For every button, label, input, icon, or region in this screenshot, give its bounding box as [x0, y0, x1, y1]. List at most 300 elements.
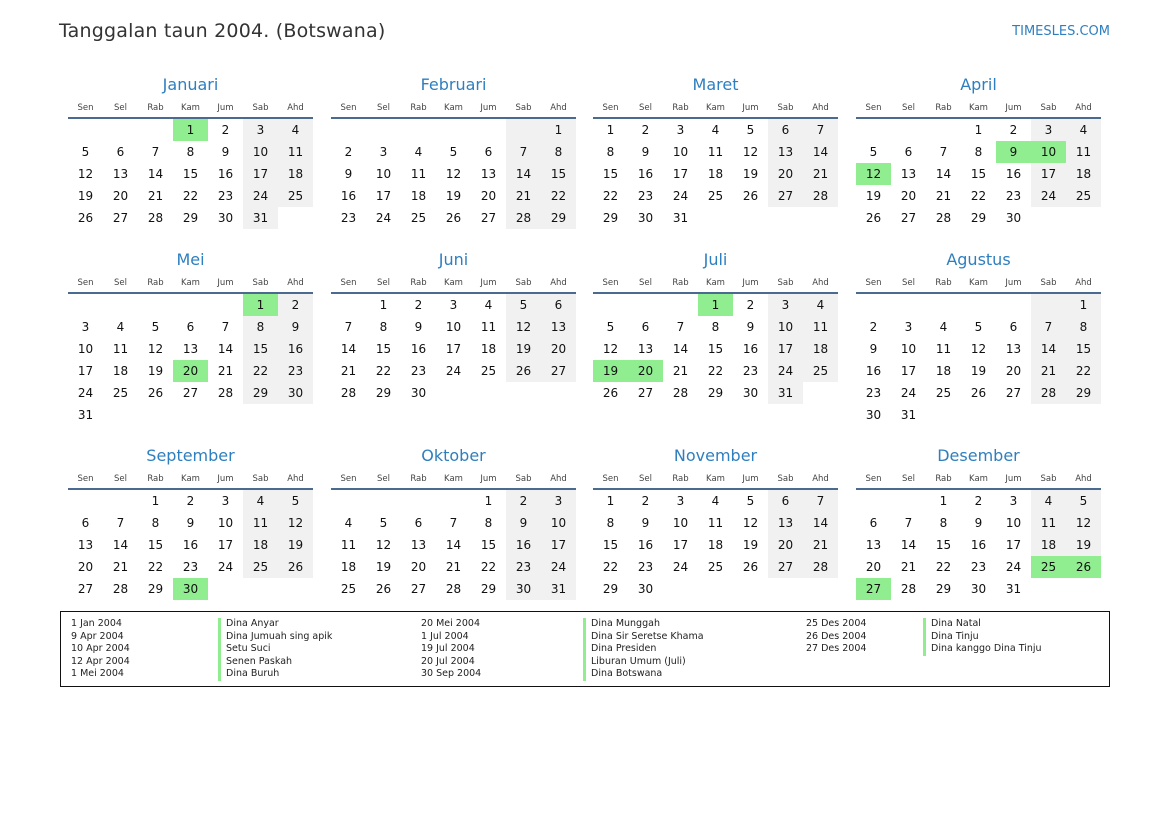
- day-cell: 8: [974, 145, 983, 159]
- day-cell: 21: [217, 364, 234, 378]
- weekday-label: Rab: [672, 474, 689, 484]
- empty-day: [891, 490, 926, 512]
- day-cell: 29: [480, 582, 497, 596]
- day-cell: 25: [1031, 556, 1066, 578]
- day-cell: 5: [449, 145, 458, 159]
- day-cell: 18: [278, 163, 313, 185]
- week-row: [331, 490, 576, 512]
- empty-day: [173, 404, 208, 426]
- day-cell: 1: [939, 494, 948, 508]
- empty-day: [68, 490, 103, 512]
- week-row: [331, 163, 576, 185]
- empty-day: [436, 490, 471, 512]
- day-cell: 12: [506, 316, 541, 338]
- day-cell: 16: [742, 342, 759, 356]
- week-row: [593, 534, 838, 556]
- weekday-label: Sel: [902, 474, 915, 484]
- page-title: Tanggalan taun 2004. (Botswana): [59, 20, 386, 42]
- day-cell: 5: [746, 494, 755, 508]
- weekday-header: [856, 471, 1101, 488]
- day-cell: 6: [541, 294, 576, 316]
- day-cell: 15: [147, 538, 164, 552]
- empty-day: [891, 119, 926, 141]
- day-cell: 16: [637, 538, 654, 552]
- day-cell: 25: [340, 582, 357, 596]
- day-cell: 18: [935, 364, 952, 378]
- day-cell: 13: [768, 512, 803, 534]
- day-cell: 17: [541, 534, 576, 556]
- week-row: [68, 141, 313, 163]
- week-row: [593, 316, 838, 338]
- day-cell: 22: [147, 560, 164, 574]
- holiday-name: Dina Anyar: [218, 618, 332, 631]
- day-cell: 3: [541, 490, 576, 512]
- day-cell: 9: [641, 516, 650, 530]
- empty-day: [243, 578, 278, 600]
- day-cell: 10: [672, 516, 689, 530]
- empty-day: [803, 207, 838, 229]
- empty-day: [698, 207, 733, 229]
- day-cell: 23: [1005, 189, 1022, 203]
- day-cell: 5: [81, 145, 90, 159]
- empty-day: [436, 119, 471, 141]
- day-cell: 19: [742, 167, 759, 181]
- day-cell: 23: [637, 189, 654, 203]
- day-cell: 22: [541, 185, 576, 207]
- day-cell: 11: [340, 538, 357, 552]
- day-cell: 27: [541, 360, 576, 382]
- month-oktober: [331, 445, 576, 600]
- day-cell: 19: [970, 364, 987, 378]
- day-cell: 20: [768, 534, 803, 556]
- month-januari: [68, 74, 313, 229]
- day-cell: 9: [186, 516, 195, 530]
- day-cell: 24: [768, 360, 803, 382]
- day-cell: 26: [445, 211, 462, 225]
- weekday-label: Rab: [410, 474, 427, 484]
- day-cell: 19: [77, 189, 94, 203]
- weekday-label: Ahd: [812, 278, 829, 288]
- day-cell: 1: [606, 123, 615, 137]
- weekday-label: Sel: [114, 474, 127, 484]
- day-cell: 4: [939, 320, 948, 334]
- holiday-name: Dina Natal: [923, 618, 1042, 631]
- day-cell: 3: [904, 320, 913, 334]
- day-cell: 8: [711, 320, 720, 334]
- day-cell: 5: [869, 145, 878, 159]
- empty-day: [401, 119, 436, 141]
- day-cell: 4: [1066, 119, 1101, 141]
- day-cell: 10: [1005, 516, 1022, 530]
- day-cell: 6: [904, 145, 913, 159]
- weekday-label: Ahd: [1075, 278, 1092, 288]
- holiday-name: Dina Buruh: [218, 668, 332, 681]
- day-cell: 29: [1066, 382, 1101, 404]
- empty-day: [471, 382, 506, 404]
- day-cell: 9: [344, 167, 353, 181]
- day-cell: 16: [182, 538, 199, 552]
- month-title: Agustus: [946, 250, 1011, 269]
- week-row: [593, 207, 838, 229]
- day-cell: 17: [1031, 163, 1066, 185]
- empty-day: [1066, 404, 1101, 426]
- empty-day: [996, 404, 1031, 426]
- day-cell: 24: [77, 386, 94, 400]
- week-row: [593, 556, 838, 578]
- day-cell: 8: [151, 516, 160, 530]
- month-title: September: [146, 446, 235, 465]
- empty-day: [471, 119, 506, 141]
- week-row: [856, 578, 1101, 600]
- day-cell: 11: [1031, 512, 1066, 534]
- day-cell: 1: [541, 119, 576, 141]
- day-cell: 4: [278, 119, 313, 141]
- day-cell: 2: [974, 494, 983, 508]
- day-cell: 26: [865, 211, 882, 225]
- empty-day: [1031, 404, 1066, 426]
- day-cell: 28: [1031, 382, 1066, 404]
- day-cell: 6: [641, 320, 650, 334]
- empty-day: [593, 294, 628, 316]
- day-cell: 9: [414, 320, 423, 334]
- day-cell: 4: [344, 516, 353, 530]
- day-cell: 16: [865, 364, 882, 378]
- weekday-header: [331, 471, 576, 488]
- week-row: [856, 294, 1101, 316]
- week-row: [593, 163, 838, 185]
- day-cell: 25: [1066, 185, 1101, 207]
- day-cell: 30: [970, 582, 987, 596]
- day-cell: 12: [77, 167, 94, 181]
- day-cell: 25: [935, 386, 952, 400]
- day-cell: 29: [375, 386, 392, 400]
- day-cell: 7: [151, 145, 160, 159]
- empty-day: [208, 578, 243, 600]
- day-cell: 25: [707, 560, 724, 574]
- weekday-label: Sab: [1040, 278, 1057, 288]
- holiday-name: Dina kanggo Dina Tinju: [923, 643, 1042, 656]
- week-row: [856, 382, 1101, 404]
- day-cell: 10: [768, 316, 803, 338]
- empty-day: [856, 119, 891, 141]
- day-cell: 20: [768, 163, 803, 185]
- day-cell: 11: [707, 516, 724, 530]
- day-cell: 28: [506, 207, 541, 229]
- day-cell: 1: [151, 494, 160, 508]
- week-row: [68, 119, 313, 141]
- weekday-header: [593, 100, 838, 117]
- day-cell: 2: [869, 320, 878, 334]
- day-cell: 21: [672, 364, 689, 378]
- day-cell: 20: [541, 338, 576, 360]
- day-cell: 23: [182, 560, 199, 574]
- weekday-label: Sel: [377, 474, 390, 484]
- day-cell: 29: [707, 386, 724, 400]
- day-cell: 25: [803, 360, 838, 382]
- week-row: [68, 556, 313, 578]
- day-cell: 19: [742, 538, 759, 552]
- month-november: [593, 445, 838, 600]
- day-cell: 22: [1066, 360, 1101, 382]
- day-cell: 25: [112, 386, 129, 400]
- day-cell: 8: [541, 141, 576, 163]
- day-cell: 13: [637, 342, 654, 356]
- day-cell: 19: [593, 360, 628, 382]
- day-cell: 27: [856, 578, 891, 600]
- empty-day: [926, 294, 961, 316]
- weekday-label: Rab: [935, 103, 952, 113]
- weekday-label: Sab: [515, 474, 532, 484]
- week-row: [593, 578, 838, 600]
- weekday-label: Rab: [147, 103, 164, 113]
- day-cell: 20: [628, 360, 663, 382]
- day-cell: 30: [637, 582, 654, 596]
- empty-day: [1066, 207, 1101, 229]
- day-cell: 6: [768, 490, 803, 512]
- day-cell: 17: [672, 167, 689, 181]
- weekday-header: [68, 275, 313, 292]
- weekday-label: Sen: [602, 103, 619, 113]
- weekday-label: Jum: [480, 278, 497, 288]
- day-cell: 8: [1066, 316, 1101, 338]
- weekday-label: Kam: [444, 103, 463, 113]
- day-cell: 1: [606, 494, 615, 508]
- day-cell: 15: [480, 538, 497, 552]
- holiday-name: Dina Sir Seretse Khama: [583, 631, 704, 644]
- day-cell: 29: [602, 211, 619, 225]
- day-cell: 24: [1031, 185, 1066, 207]
- day-cell: 1: [974, 123, 983, 137]
- day-cell: 25: [410, 211, 427, 225]
- week-row: [856, 404, 1101, 426]
- day-cell: 11: [480, 320, 497, 334]
- day-cell: 30: [1005, 211, 1022, 225]
- holiday-dates-column: [71, 618, 130, 681]
- day-cell: 10: [217, 516, 234, 530]
- day-cell: 13: [410, 538, 427, 552]
- weekday-label: Ahd: [550, 474, 567, 484]
- week-row: [856, 316, 1101, 338]
- day-cell: 20: [173, 360, 208, 382]
- day-cell: 9: [869, 342, 878, 356]
- day-cell: 8: [939, 516, 948, 530]
- site-link[interactable]: TIMESLES.COM: [1012, 24, 1110, 39]
- day-cell: 18: [707, 538, 724, 552]
- weekday-label: Jum: [742, 103, 759, 113]
- day-cell: 9: [996, 141, 1031, 163]
- weekday-label: Kam: [181, 474, 200, 484]
- weekday-label: Kam: [181, 278, 200, 288]
- day-cell: 30: [173, 578, 208, 600]
- day-cell: 3: [676, 123, 685, 137]
- day-cell: 9: [506, 512, 541, 534]
- week-row: [856, 338, 1101, 360]
- empty-day: [856, 294, 891, 316]
- day-cell: 27: [637, 386, 654, 400]
- day-cell: 31: [243, 207, 278, 229]
- day-cell: 3: [221, 494, 230, 508]
- day-cell: 31: [768, 382, 803, 404]
- day-cell: 17: [900, 364, 917, 378]
- day-cell: 2: [746, 298, 755, 312]
- empty-day: [926, 119, 961, 141]
- month-title: Juli: [703, 250, 728, 269]
- day-cell: 9: [641, 145, 650, 159]
- day-cell: 14: [803, 512, 838, 534]
- day-cell: 1: [379, 298, 388, 312]
- month-title: Maret: [692, 75, 739, 94]
- empty-day: [628, 294, 663, 316]
- day-cell: 18: [243, 534, 278, 556]
- day-cell: 30: [278, 382, 313, 404]
- day-cell: 30: [217, 211, 234, 225]
- weekday-label: Jum: [217, 474, 234, 484]
- holiday-names-column: [583, 618, 704, 681]
- day-cell: 16: [340, 189, 357, 203]
- day-cell: 7: [344, 320, 353, 334]
- day-cell: 22: [935, 560, 952, 574]
- empty-day: [278, 207, 313, 229]
- empty-day: [103, 119, 138, 141]
- day-cell: 21: [803, 534, 838, 556]
- day-cell: 30: [410, 386, 427, 400]
- day-cell: 19: [506, 338, 541, 360]
- day-cell: 23: [970, 560, 987, 574]
- empty-day: [926, 404, 961, 426]
- day-cell: 21: [1031, 360, 1066, 382]
- day-cell: 15: [707, 342, 724, 356]
- day-cell: 13: [480, 167, 497, 181]
- month-title: Juni: [438, 250, 469, 269]
- day-cell: 13: [900, 167, 917, 181]
- day-cell: 31: [541, 578, 576, 600]
- day-cell: 30: [506, 578, 541, 600]
- day-cell: 24: [541, 556, 576, 578]
- empty-day: [68, 294, 103, 316]
- empty-day: [68, 119, 103, 141]
- empty-day: [961, 404, 996, 426]
- day-cell: 25: [707, 189, 724, 203]
- week-row: [68, 163, 313, 185]
- day-cell: 11: [707, 145, 724, 159]
- day-cell: 14: [147, 167, 164, 181]
- day-cell: 23: [278, 360, 313, 382]
- day-cell: 27: [182, 386, 199, 400]
- day-cell: 3: [379, 145, 388, 159]
- day-cell: 6: [116, 145, 125, 159]
- empty-day: [1031, 207, 1066, 229]
- day-cell: 27: [480, 211, 497, 225]
- day-cell: 16: [637, 167, 654, 181]
- day-cell: 6: [869, 516, 878, 530]
- week-row: [331, 382, 576, 404]
- day-cell: 14: [217, 342, 234, 356]
- weekday-label: Jum: [1005, 103, 1022, 113]
- day-cell: 10: [672, 145, 689, 159]
- week-row: [856, 490, 1101, 512]
- empty-day: [331, 294, 366, 316]
- week-row: [856, 207, 1101, 229]
- week-row: [331, 556, 576, 578]
- day-cell: 9: [746, 320, 755, 334]
- week-row: [593, 119, 838, 141]
- day-cell: 3: [81, 320, 90, 334]
- day-cell: 28: [803, 185, 838, 207]
- day-cell: 16: [217, 167, 234, 181]
- day-cell: 29: [147, 582, 164, 596]
- day-cell: 10: [445, 320, 462, 334]
- empty-day: [208, 404, 243, 426]
- week-row: [331, 534, 576, 556]
- holiday-date: 30 Sep 2004: [421, 668, 482, 679]
- day-cell: 28: [147, 211, 164, 225]
- empty-day: [541, 382, 576, 404]
- day-cell: 24: [375, 211, 392, 225]
- day-cell: 1: [484, 494, 493, 508]
- day-cell: 28: [803, 556, 838, 578]
- empty-day: [733, 578, 768, 600]
- weekday-label: Jum: [742, 278, 759, 288]
- day-cell: 22: [970, 189, 987, 203]
- weekday-label: Sab: [252, 103, 269, 113]
- day-cell: 4: [1031, 490, 1066, 512]
- day-cell: 6: [768, 119, 803, 141]
- week-row: [331, 294, 576, 316]
- month-title: Mei: [176, 250, 205, 269]
- month-title: Oktober: [421, 446, 486, 465]
- weekday-header: [68, 100, 313, 117]
- day-cell: 27: [768, 556, 803, 578]
- day-cell: 10: [1031, 141, 1066, 163]
- day-cell: 31: [672, 211, 689, 225]
- day-cell: 23: [410, 364, 427, 378]
- day-cell: 21: [803, 163, 838, 185]
- empty-day: [366, 119, 401, 141]
- empty-day: [138, 294, 173, 316]
- weekday-label: Sel: [114, 278, 127, 288]
- week-row: [68, 185, 313, 207]
- day-cell: 13: [541, 316, 576, 338]
- day-cell: 12: [970, 342, 987, 356]
- weekday-header: [331, 100, 576, 117]
- day-cell: 23: [637, 560, 654, 574]
- holiday-name: Dina Jumuah sing apik: [218, 631, 332, 644]
- day-cell: 24: [672, 189, 689, 203]
- week-row: [68, 404, 313, 426]
- day-cell: 26: [506, 360, 541, 382]
- day-cell: 25: [243, 556, 278, 578]
- day-cell: 2: [278, 294, 313, 316]
- day-cell: 11: [1066, 141, 1101, 163]
- day-cell: 11: [112, 342, 129, 356]
- weekday-label: Sab: [252, 474, 269, 484]
- empty-day: [733, 207, 768, 229]
- day-cell: 11: [278, 141, 313, 163]
- day-cell: 7: [939, 145, 948, 159]
- weekday-label: Kam: [969, 103, 988, 113]
- weekday-label: Rab: [147, 474, 164, 484]
- day-cell: 16: [278, 338, 313, 360]
- day-cell: 21: [445, 560, 462, 574]
- day-cell: 31: [900, 408, 917, 422]
- day-cell: 17: [672, 538, 689, 552]
- day-cell: 7: [116, 516, 125, 530]
- week-row: [593, 185, 838, 207]
- holiday-date: 19 Jul 2004: [421, 643, 475, 654]
- day-cell: 13: [77, 538, 94, 552]
- month-april: [856, 74, 1101, 229]
- weekday-label: Jum: [1005, 278, 1022, 288]
